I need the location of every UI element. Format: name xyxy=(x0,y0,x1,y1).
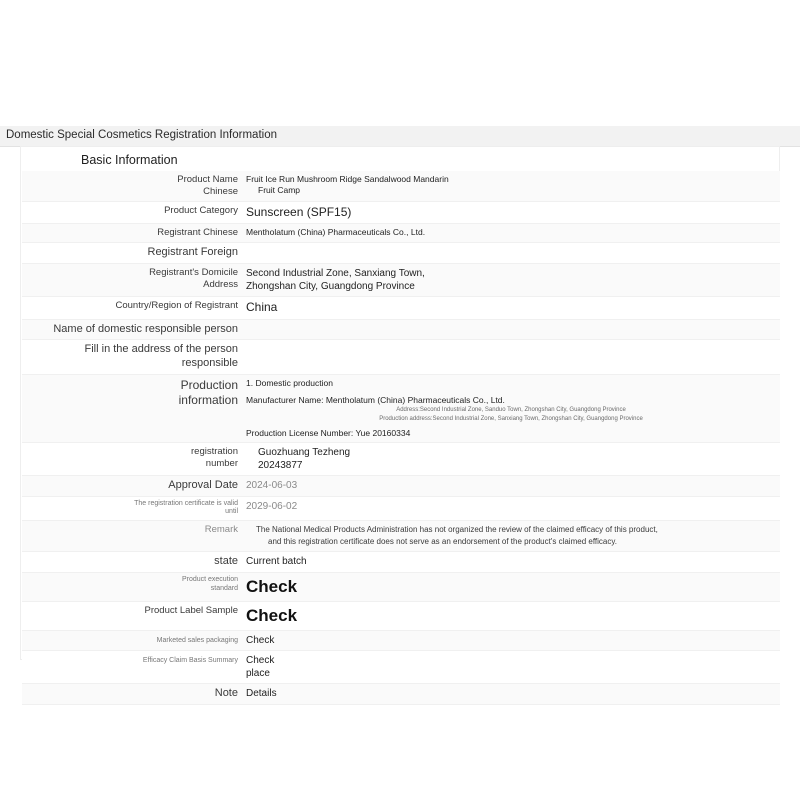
row-value: Guozhuang Tezheng xyxy=(258,446,351,458)
table-row xyxy=(22,201,780,224)
row-value: 2024-06-03 xyxy=(246,479,298,491)
row-value: Fruit Ice Run Mushroom Ridge Sandalwood Mandarin xyxy=(246,174,449,184)
details-link[interactable]: Details xyxy=(246,688,277,700)
row-value: Sunscreen (SPF15) xyxy=(246,204,352,219)
row-value-cell xyxy=(242,243,780,264)
row-value-cell xyxy=(242,572,780,601)
row-label-cell xyxy=(22,602,242,631)
row-value-cell xyxy=(242,651,780,684)
row-label: registration xyxy=(191,445,238,457)
row-label: The registration certificate is valid xyxy=(134,499,238,507)
row-label-cell xyxy=(22,496,242,521)
table-row xyxy=(22,602,780,631)
row-label: state xyxy=(214,555,238,568)
row-value: 1. Domestic production xyxy=(246,377,333,388)
table-row xyxy=(22,521,780,552)
table-row xyxy=(22,631,780,651)
row-value-cell xyxy=(242,442,780,475)
row-value: China xyxy=(246,299,278,314)
table-row xyxy=(22,651,780,684)
row-label-cell xyxy=(22,319,242,340)
row-value-cell xyxy=(242,224,780,243)
section-title: Basic Information xyxy=(81,153,178,167)
row-value-cell xyxy=(242,521,780,552)
row-label: Fill in the address of the person responsible xyxy=(84,343,238,370)
row-label: Product Label Sample xyxy=(144,605,238,617)
row-value-production-address: Production address:Second Industrial Zone, Sanxiang Town, Zhongshan City, Guangdong Province xyxy=(379,415,643,422)
row-value-cell xyxy=(242,263,780,296)
check-link-sales-packaging[interactable]: Check xyxy=(246,635,275,647)
table-row xyxy=(22,340,780,375)
row-label: Efficacy Claim Basis Summary xyxy=(142,657,238,665)
row-value-cell xyxy=(242,475,780,496)
row-value-cell xyxy=(242,340,780,375)
table-row xyxy=(22,572,780,601)
row-value-cell xyxy=(242,171,780,201)
row-label: Production xyxy=(180,377,238,392)
row-value-cell xyxy=(242,319,780,340)
table-row xyxy=(22,224,780,243)
table-row xyxy=(22,263,780,296)
table-row xyxy=(22,552,780,573)
row-value: The National Medical Products Administration has not organized the review of the claimed efficacy of this product, xyxy=(256,525,658,535)
page-header-bar xyxy=(0,126,800,147)
row-value-secondary: 20243877 xyxy=(258,459,303,471)
row-label-cell xyxy=(22,243,242,264)
row-label-secondary: standard xyxy=(210,584,238,592)
row-label-cell xyxy=(22,340,242,375)
row-label-cell xyxy=(22,572,242,601)
check-link-product-standard[interactable]: Check xyxy=(246,576,298,596)
row-label: Name of domestic responsible person xyxy=(53,322,238,335)
check-link-efficacy-summary[interactable]: Check xyxy=(246,655,275,667)
table-row xyxy=(22,171,780,201)
row-label-cell xyxy=(22,442,242,475)
table-row xyxy=(22,496,780,521)
row-value-secondary: and this registration certificate does not serve as an endorsement of the product's claimed efficacy. xyxy=(268,537,617,547)
table-row xyxy=(22,684,780,705)
registration-info-table xyxy=(22,171,780,705)
row-label-cell xyxy=(22,631,242,651)
registration-info-card xyxy=(20,146,780,700)
row-label: Note xyxy=(214,687,238,700)
row-value-cell xyxy=(242,684,780,705)
row-label-cell xyxy=(22,201,242,224)
row-value-cell xyxy=(242,374,780,442)
table-row xyxy=(22,296,780,319)
row-value: Second Industrial Zone, Sanxiang Town, xyxy=(246,267,425,279)
row-label: Country/Region of Registrant xyxy=(115,299,238,311)
row-value-cell xyxy=(242,602,780,631)
row-label-secondary: Chinese xyxy=(203,185,238,197)
row-label-cell xyxy=(22,263,242,296)
row-value: Current batch xyxy=(246,556,307,568)
row-value-cell xyxy=(242,296,780,319)
row-label-cell xyxy=(22,651,242,684)
row-label: Product Name xyxy=(177,174,238,185)
row-label-secondary: Address xyxy=(203,278,238,290)
row-label-secondary: information xyxy=(178,392,238,407)
row-value-address: Address:Second Industrial Zone, Sanduo Town, Zhongshan City, Guangdong Province xyxy=(396,406,626,413)
row-label: Registrant's Domicile xyxy=(149,266,238,278)
row-value-cell xyxy=(242,552,780,573)
table-row xyxy=(22,475,780,496)
row-value-cell xyxy=(242,201,780,224)
table-row xyxy=(22,374,780,442)
row-value-secondary: Zhongshan City, Guangdong Province xyxy=(246,280,415,292)
row-label-cell xyxy=(22,552,242,573)
check-link-label-sample[interactable]: Check xyxy=(246,606,298,626)
table-row xyxy=(22,319,780,340)
row-value-secondary: Fruit Camp xyxy=(258,185,301,196)
row-label: Marketed sales packaging xyxy=(156,637,238,645)
row-label-cell xyxy=(22,224,242,243)
row-value-cell xyxy=(242,631,780,651)
row-value-cell xyxy=(242,496,780,521)
row-label-cell xyxy=(22,521,242,552)
row-label-secondary: number xyxy=(205,457,238,469)
row-label: Product execution xyxy=(181,575,238,583)
row-label-cell xyxy=(22,296,242,319)
row-label: Product Category xyxy=(164,204,238,216)
row-label: Registrant Chinese xyxy=(157,227,238,239)
page-title: Domestic Special Cosmetics Registration Information xyxy=(6,129,277,141)
row-value-manufacturer: Manufacturer Name: Mentholatum (China) Pharmaceuticals Co., Ltd. xyxy=(246,394,505,405)
row-value: 2029-06-02 xyxy=(246,500,298,512)
row-label-cell xyxy=(22,374,242,442)
row-label: Remark xyxy=(204,524,238,536)
row-value: Mentholatum (China) Pharmaceuticals Co., Ltd. xyxy=(246,227,426,238)
row-label-cell xyxy=(22,171,242,201)
table-row xyxy=(22,442,780,475)
row-label-cell xyxy=(22,684,242,705)
row-label-cell xyxy=(22,475,242,496)
row-value-secondary: place xyxy=(246,668,270,680)
row-label: Approval Date xyxy=(168,478,238,491)
table-row xyxy=(22,243,780,264)
row-value-license: Production License Number: Yue 20160334 xyxy=(246,427,411,438)
row-label-secondary: until xyxy=(225,508,238,516)
row-label: Registrant Foreign xyxy=(147,246,238,259)
